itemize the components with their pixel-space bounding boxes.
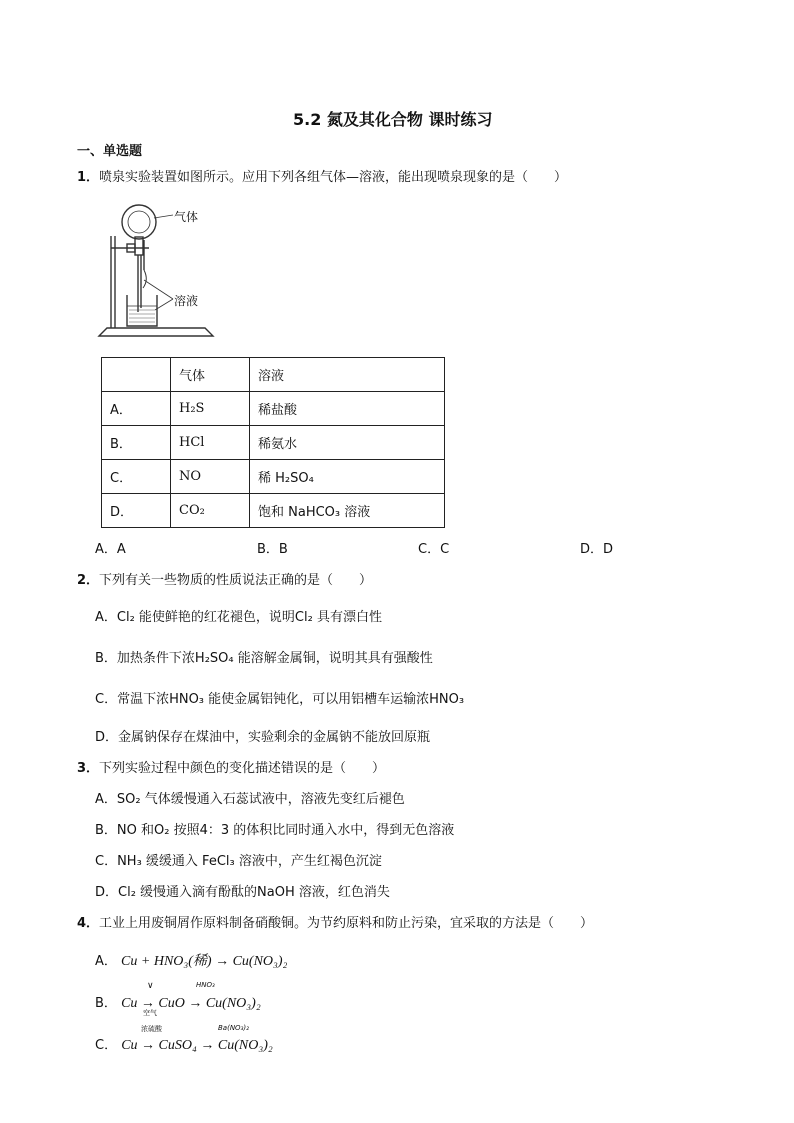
option-b[interactable]: B．NO 和O₂ 按照4：3 的体积比同时通入水中，得到无色溶液	[95, 823, 455, 838]
table-cell: D．	[102, 494, 171, 528]
table-cell: NO	[171, 460, 250, 494]
option-c[interactable]: C．C	[418, 542, 450, 557]
condition-label: Ba(NO₃)₂	[218, 1024, 249, 1032]
section-heading: 一、单选题	[77, 144, 143, 159]
question-stem: 喷泉实验装置如图所示。应用下列各组气体—溶液，能出现喷泉现象的是（ ）	[99, 170, 568, 185]
table-header-row	[102, 358, 445, 392]
reaction-equation: Cu → CuSO₄ → Cu(NO₃)₂	[121, 1038, 273, 1053]
question-stem: 下列有关一些物质的性质说法正确的是（ ）	[99, 573, 373, 588]
condition-label: 浓硫酸	[141, 1025, 162, 1033]
option-b[interactable]: B．B	[257, 542, 288, 557]
option-label: A．	[95, 954, 117, 969]
fountain-apparatus-figure	[97, 200, 217, 348]
option-b[interactable]: B．加热条件下浓H₂SO₄ 能溶解金属铜，说明其具有强酸性	[95, 651, 433, 666]
option-a[interactable]	[95, 950, 287, 970]
table-cell: 稀氨水	[250, 426, 445, 460]
option-c[interactable]	[95, 1034, 273, 1054]
condition-label: ∨	[147, 981, 154, 991]
table-header-cell: 气体	[171, 358, 250, 392]
question-3	[77, 757, 385, 776]
reaction-equation: Cu + HNO₃(稀) → Cu(NO₃)₂	[121, 954, 288, 969]
question-number: 2．	[77, 573, 100, 588]
question-number: 4．	[77, 916, 100, 931]
figure-label-gas: 气体	[174, 210, 199, 224]
table-row	[102, 494, 445, 528]
option-label: B．	[95, 996, 117, 1011]
table-cell: CO₂	[171, 494, 250, 528]
condition-label: HNO₃	[196, 981, 215, 989]
option-label: C．	[95, 1038, 118, 1053]
question-number: 3．	[77, 761, 100, 776]
option-a[interactable]: A．Cl₂ 能使鲜艳的红花褪色，说明Cl₂ 具有漂白性	[95, 610, 382, 625]
table-cell: 稀 H₂SO₄	[250, 460, 445, 494]
option-d[interactable]: D．Cl₂ 缓慢通入滴有酚酞的NaOH 溶液，红色消失	[95, 885, 390, 900]
option-c[interactable]: C．NH₃ 缓缓通入 FeCl₃ 溶液中，产生红褐色沉淀	[95, 854, 382, 869]
option-a[interactable]: A．A	[95, 542, 126, 557]
table-row	[102, 460, 445, 494]
table-cell: H₂S	[171, 392, 250, 426]
table-header-cell	[102, 358, 171, 392]
question-number: 1．	[77, 170, 100, 185]
condition-label: 空气	[143, 1009, 157, 1017]
option-d[interactable]: D．金属钠保存在煤油中，实验剩余的金属钠不能放回原瓶	[95, 730, 431, 745]
reaction-equation: Cu → CuO → Cu(NO₃)₂	[121, 996, 261, 1011]
question-1	[77, 166, 567, 185]
gas-solution-table	[101, 357, 445, 528]
page-title: 5.2 氮及其化合物 课时练习	[293, 110, 493, 129]
table-cell: C．	[102, 460, 171, 494]
question-4	[77, 912, 593, 931]
question-2	[77, 569, 372, 588]
table-cell: HCl	[171, 426, 250, 460]
question-stem: 下列实验过程中颜色的变化描述错误的是（ ）	[99, 761, 386, 776]
question-stem: 工业上用废铜屑作原料制备硝酸铜。为节约原料和防止污染，宜采取的方法是（ ）	[99, 916, 594, 931]
table-header-cell: 溶液	[250, 358, 445, 392]
table-cell: A．	[102, 392, 171, 426]
option-a[interactable]: A．SO₂ 气体缓慢通入石蕊试液中，溶液先变红后褪色	[95, 792, 405, 807]
option-c[interactable]: C．常温下浓HNO₃ 能使金属铝钝化，可以用铝槽车运输浓HNO₃	[95, 692, 465, 707]
figure-label-solution: 溶液	[174, 294, 199, 308]
table-cell: 稀盐酸	[250, 392, 445, 426]
table-cell: B．	[102, 426, 171, 460]
option-d[interactable]: D．D	[580, 542, 614, 557]
option-b[interactable]	[95, 992, 261, 1012]
table-row	[102, 392, 445, 426]
table-cell: 饱和 NaHCO₃ 溶液	[250, 494, 445, 528]
table-row	[102, 426, 445, 460]
